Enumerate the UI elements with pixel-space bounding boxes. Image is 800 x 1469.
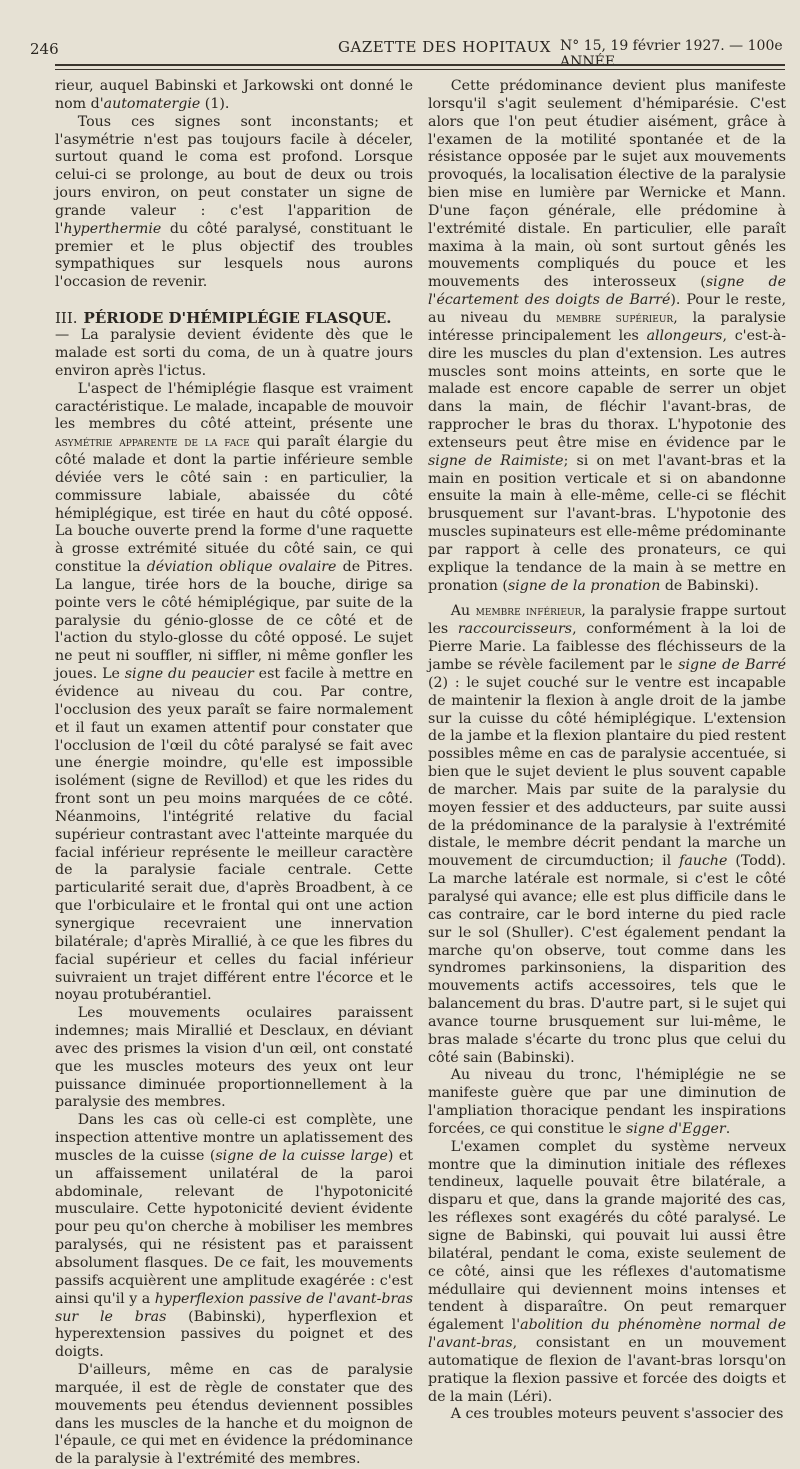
- paragraph: rieur, auquel Babinski et Jarkowski ont donné le nom d'automatergie (1).: [55, 78, 413, 112]
- paragraph: A ces troubles moteurs peuvent s'associer des: [450, 1406, 784, 1423]
- paragraph: Au membre inférieur, la paralysie frappe surtout les raccourcisseurs, conformément à la loi de Pierre Marie. La faiblesse des fléchisseurs de la jambe se révèle facilement par le signe de Barré (2) : le sujet couché sur le ventre est incapable de maintenir la flexion à angle droit de la jambe sur la cuisse du côté hémiplégique. L'extension de la jambe et la flexion plantaire du pied restent possibles même en cas de paralysie accentuée, si bien que le sujet devient le plus souvent capable de marcher. Mais par suite de la paralysie du moyen fessier et des adducteurs, par suite aussi de la prédominance de la paralysie à l'extrémité distale, le membre décrit pendant la marche un mouvement de circumduction; il fauche (Todd). La marche latérale est normale, si c'est le côté paralysé qui avance; elle est plus difficile dans le cas contraire, car le bord interne du pied racle sur le sol (Shuller). C'est également pendant la marche qu'on observe, tout comme dans les syndromes parkinsoniens, la disparition des mouvements actifs accessoires, tels que le balancement du bras. D'autre part, si le sujet qui avance tourne brusquement sur lui-même, le bras malade s'écarte du tronc plus que celui du côté sain (Babinski).: [428, 603, 787, 1066]
- paragraph: D'ailleurs, même en cas de paralysie marquée, il est de règle de constater que des mouvements peu étendus deviennent possibles dans les muscles de la hanche et du moignon de l'épaule, ce qui met en évidence la prédominance de la paralysie à l'extrémité des membres.: [55, 1362, 413, 1468]
- section-heading: III. PÉRIODE D'HÉMIPLÉGIE FLASQUE.: [55, 309, 392, 328]
- issue-info: N° 15, 19 février 1927. — 100e ANNÉE.: [560, 38, 783, 70]
- paragraph: Tous ces signes sont inconstants; et l'asymétrie n'est pas toujours facile à déceler, surtout quand le coma est profond. Lorsque celui-ci se prolonge, au bout de deux ou trois jours environ, on peut constater un signe de grande valeur : c'est l'apparition de l'hyperthermie du côté paralysé, constituant le premier et le plus objectif des troubles sympathiques sur lesquels nous aurons l'occasion de revenir.: [55, 113, 413, 291]
- paragraph: L'aspect de l'hémiplégie flasque est vraiment caractéristique. Le malade, incapable de mouvoir les membres du côté atteint, présente une asymétrie apparente de la face qui paraît élargie du côté malade et dont la partie inférieure semble déviée vers le côté sain : en particulier, la commissure labiale, abaissée du côté hémiplégique, est tirée en haut du côté opposé. La bouche ouverte prend la forme d'une raquette à grosse extrémité située du côté sain, ce qui constitue la déviation oblique ovalaire de Pitres. La langue, tirée hors de la bouche, dirige sa pointe vers le côté hémiplégique, par suite de la paralysie du génio-glosse de ce côté et de l'action du stylo-glosse du côté opposé. Le sujet ne peut ni souffler, ni siffler, ni même gonfler les joues. Le signe du peaucier est facile à mettre en évidence au niveau du cou. Par contre, l'occlusion des yeux paraît se faire normalement et il faut un examen attentif pour constater que l'occlusion de l'œil du côté paralysé se fait avec une énergie moindre, qu'elle est impossible isolément (signe de Revillod) et que les rides du front sont un peu moins marquées de ce côté. Néanmoins, l'intégrité relative du facial supérieur contrastant avec l'atteinte marquée du facial inférieur représente le meilleur caractère de la paralysie faciale centrale. Cette particularité serait due, d'après Broadbent, à ce que l'orbiculaire et le frontal qui ont une action synergique recevraient une innervation bilatérale; d'après Mirallié, à ce que les fibres du facial supérieur et celles du facial inférieur suivraient un trajet différent entre l'écorce et le noyau protubérantiel.: [55, 380, 413, 1004]
- paragraph: Cette prédominance devient plus manifeste lorsqu'il s'agit seulement d'hémiparésie. C'est alors que l'on peut étudier aisément, grâce à l'examen de la motilité spontanée et de la résistance opposée par le sujet aux mouvements provoqués, la localisation élective de la paralysie bien mise en lumière par Wernicke et Mann. D'une façon générale, elle prédomine à l'extrémité distale. En particulier, elle paraît maxima à la main, où sont surtout gênés les mouvements compliqués du pouce et les mouvements des interosseux (signe de l'écartement des doigts de Barré). Pour le reste, au niveau du membre supérieur, la paralysie intéresse principalement les allongeurs, c'est-à-dire les muscles du plan d'extension. Les autres muscles sont moins atteints, en sorte que le malade est encore capable de serrer un objet dans la main, de fléchir l'avant-bras, de rapprocher le bras du thorax. L'hypotonie des extenseurs peut être mise en évidence par le signe de Raimiste; si on met l'avant-bras et la main en position verticale et si on abandonne ensuite la main à elle-même, celle-ci se fléchit brusquement sur l'avant-bras. L'hypotonie des muscles supinateurs est elle-même prédominante par rapport à celle des pronateurs, ce qui explique la tendance de la main à se mettre en pronation (signe de la pronation de Babinski).: [428, 78, 787, 594]
- journal-title: GAZETTE DES HOPITAUX: [338, 38, 551, 56]
- header-rule-thin: [55, 69, 785, 70]
- right-column: [428, 78, 786, 1424]
- left-column: [55, 78, 413, 1469]
- running-header: [0, 30, 800, 70]
- paragraph: L'examen complet du système nerveux montre que la diminution initiale des réflexes tendineux, laquelle pouvait être bilatérale, a disparu et que, dans la grande majorité des cas, les réflexes sont exagérés du côté paralysé. Le signe de Babinski, qui pouvait lui aussi être bilatéral, pendant le coma, existe seulement de ce côté, ainsi que les réflexes d'automatisme médullaire qui deviennent moins intenses et tendent à disparaître. On peut remarquer également l'abolition du phénomène normal de l'avant-bras, consistant en un mouvement automatique de flexion de l'avant-bras lorsqu'on pratique la flexion passive et forcée des doigts et de la main (Léri).: [428, 1138, 786, 1405]
- header-rule-thick: [55, 64, 785, 66]
- page-number: 246: [30, 40, 59, 58]
- paragraph: Les mouvements oculaires paraissent indemnes; mais Mirallié et Desclaux, en déviant avec des prismes la vision d'un œil, ont constaté que les muscles moteurs des yeux ont leur puissance diminuée proportionnellement à la paralysie des membres.: [55, 1005, 413, 1111]
- paragraph: — La paralysie devient évidente dès que le malade est sorti du coma, de un à quatre jours environ après l'ictus.: [55, 327, 413, 379]
- paragraph: Dans les cas où celle-ci est complète, une inspection attentive montre un aplatissement des muscles de la cuisse (signe de la cuisse large) et un affaissement unilatéral de la paroi abdominale, relevant de l'hypotonicité musculaire. Cette hypotonicité devient évidente pour peu qu'on cherche à mobiliser les membres paralysés, qui ne résistent pas et paraissent absolument flasques. De ce fait, les mouvements passifs acquièrent une amplitude exagérée : c'est ainsi qu'il y a hyperflexion passive de l'avant-bras sur le bras (Babinski), hyperflexion et hyperextension passives du poignet et des doigts.: [55, 1112, 413, 1361]
- paragraph: Au niveau du tronc, l'hémiplégie ne se manifeste guère que par une diminution de l'ampliation thoracique pendant les inspirations forcées, ce qui constitue le signe d'Egger.: [428, 1067, 786, 1137]
